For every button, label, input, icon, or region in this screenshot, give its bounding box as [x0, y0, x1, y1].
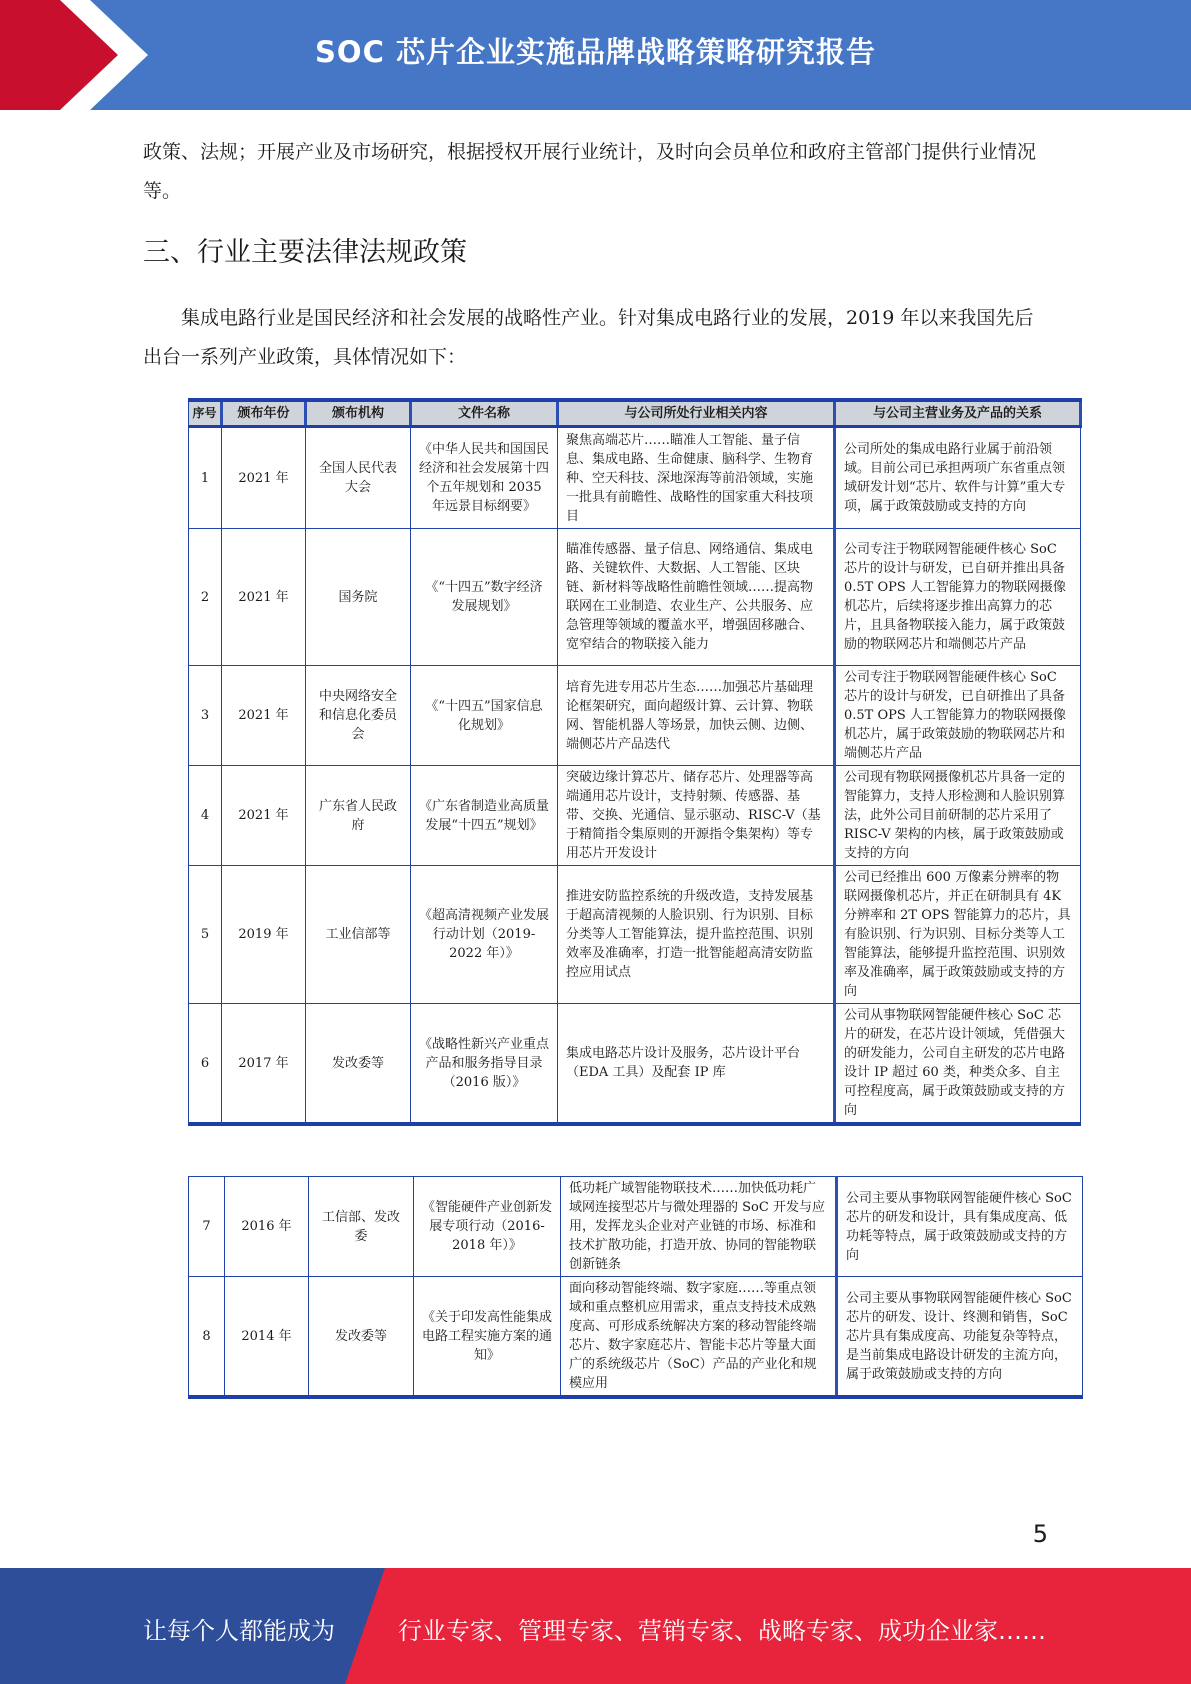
table-row	[189, 529, 1081, 666]
row-doc: 《超高清视频产业发展行动计划（2019-2022 年）》	[411, 866, 558, 1004]
row-relation: 公司专注于物联网智能硬件核心 SoC 芯片的设计与研发，已自研推出了具备 0.5T OPS 人工智能算力的物联网摄像机芯片，属于政策鼓励的物联网芯片和端侧芯片产品	[835, 666, 1081, 766]
body-paragraph: 集成电路行业是国民经济和社会发展的战略性产业。针对集成电路行业的发展，2019 年以来我国先后出台一系列产业政策，具体情况如下：	[143, 307, 1034, 368]
row-content: 低功耗广域智能物联技术……加快低功耗广域网连接型芯片与微处理器的 SoC 开发与应用，发挥龙头企业对产业链的市场、标准和技术扩散功能，打造开放、协同的智能物联创新链条	[561, 1177, 837, 1277]
row-year: 2021 年	[222, 666, 306, 766]
table-row	[189, 1004, 1081, 1125]
row-relation: 公司所处的集成电路行业属于前沿领域。目前公司已承担两项广东省重点领域研发计划“芯片、软件与计算”重大专项，属于政策鼓励或支持的方向	[835, 427, 1081, 529]
page-footer	[0, 1568, 1191, 1684]
row-year: 2014 年	[225, 1277, 309, 1398]
row-doc: 《中华人民共和国国民经济和社会发展第十四个五年规划和 2035 年远景目标纲要》	[411, 427, 558, 529]
intro-paragraph: 政策、法规；开展产业及市场研究，根据授权开展行业统计，及时向会员单位和政府主管部门提供行业情况等。	[143, 141, 1037, 202]
row-doc: 《“十四五”数字经济发展规划》	[411, 529, 558, 666]
page-header	[0, 0, 1191, 110]
col-header-agency: 颁布机构	[306, 400, 411, 427]
row-agency: 广东省人民政府	[306, 766, 411, 866]
table-header-row	[189, 400, 1081, 427]
row-relation: 公司现有物联网摄像机芯片具备一定的智能算力，支持人形检测和人脸识别算法，此外公司目前研制的芯片采用了 RISC-V 架构的内核，属于政策鼓励或支持的方向	[835, 766, 1081, 866]
row-no: 7	[189, 1177, 225, 1277]
table-row	[189, 766, 1081, 866]
policy-table	[188, 398, 1082, 1126]
table-row	[189, 1177, 1083, 1277]
row-agency: 工业信部等	[306, 866, 411, 1004]
row-no: 3	[189, 666, 222, 766]
row-content: 面向移动智能终端、数字家庭……等重点领域和重点整机应用需求，重点支持技术成熟度高、可形成系统解决方案的移动智能终端芯片、数字家庭芯片、智能卡芯片等量大面广的系统级芯片（SoC）产品的产业化和规模应用	[561, 1277, 837, 1398]
table-row	[189, 427, 1081, 529]
col-header-year: 颁布年份	[222, 400, 306, 427]
row-no: 1	[189, 427, 222, 529]
row-content: 集成电路芯片设计及服务，芯片设计平台（EDA 工具）及配套 IP 库	[558, 1004, 835, 1125]
row-no: 8	[189, 1277, 225, 1398]
row-relation: 公司主要从事物联网智能硬件核心 SoC 芯片的研发和设计，具有集成度高、低功耗等特点，属于政策鼓励或支持的方向	[837, 1177, 1083, 1277]
page-number: 5	[1032, 1520, 1048, 1548]
row-doc: 《广东省制造业高质量发展“十四五”规划》	[411, 766, 558, 866]
row-year: 2021 年	[222, 427, 306, 529]
row-doc: 《战略性新兴产业重点产品和服务指导目录（2016 版）》	[411, 1004, 558, 1125]
row-year: 2017 年	[222, 1004, 306, 1125]
row-content: 突破边缘计算芯片、储存芯片、处理器等高端通用芯片设计，支持射频、传感器、基带、交换、光通信、显示驱动、RISC-V（基于精简指令集原则的开源指令集架构）等专用芯片开发设计	[558, 766, 835, 866]
row-year: 2019 年	[222, 866, 306, 1004]
row-relation: 公司专注于物联网智能硬件核心 SoC 芯片的设计与研发，已自研并推出具备 0.5T OPS 人工智能算力的物联网摄像机芯片，后续将逐步推出高算力的芯片，且具备物联接入能力，属于政策鼓励的物联网芯片和端侧芯片产品	[835, 529, 1081, 666]
row-agency: 全国人民代表大会	[306, 427, 411, 529]
col-header-content: 与公司所处行业相关内容	[558, 400, 835, 427]
row-doc: 《“十四五”国家信息化规划》	[411, 666, 558, 766]
table-row	[189, 666, 1081, 766]
row-agency: 工信部、发改委	[309, 1177, 414, 1277]
row-agency: 发改委等	[306, 1004, 411, 1125]
row-year: 2016 年	[225, 1177, 309, 1277]
table-row	[189, 1277, 1083, 1398]
row-content: 推进安防监控系统的升级改造，支持发展基于超高清视频的人脸识别、行为识别、目标分类等人工智能算法，提升监控范围、识别效率及准确率，打造一批智能超高清安防监控应用试点	[558, 866, 835, 1004]
footer-slogan: 让每个人都能成为	[143, 1617, 335, 1645]
report-title: SOC 芯片企业实施品牌战略策略研究报告	[315, 35, 876, 69]
row-relation: 公司从事物联网智能硬件核心 SoC 芯片的研发，在芯片设计领域，凭借强大的研发能力，公司自主研发的芯片电路设计 IP 超过 60 类，种类众多、自主可控程度高，属于政策鼓励或支持的方向	[835, 1004, 1081, 1125]
row-agency: 国务院	[306, 529, 411, 666]
section-heading: 三、行业主要法律法规政策	[143, 237, 467, 268]
footer-roles: 行业专家、管理专家、营销专家、战略专家、成功企业家……	[398, 1617, 1046, 1645]
policy-table-continued	[188, 1176, 1083, 1399]
table-row	[189, 866, 1081, 1004]
row-doc: 《智能硬件产业创新发展专项行动（2016-2018 年）》	[414, 1177, 561, 1277]
row-agency: 中央网络安全和信息化委员会	[306, 666, 411, 766]
col-header-doc: 文件名称	[411, 400, 558, 427]
row-year: 2021 年	[222, 766, 306, 866]
col-header-no: 序号	[189, 400, 222, 427]
row-relation: 公司已经推出 600 万像素分辨率的物联网摄像机芯片，并正在研制具有 4K 分辨率和 2T OPS 智能算力的芯片，具有脸识别、行为识别、目标分类等人工智能算法，能够提升监控范围、识别效率及准确率，属于政策鼓励或支持的方向	[835, 866, 1081, 1004]
row-no: 6	[189, 1004, 222, 1125]
row-no: 5	[189, 866, 222, 1004]
row-agency: 发改委等	[309, 1277, 414, 1398]
row-content: 聚焦高端芯片……瞄准人工智能、量子信息、集成电路、生命健康、脑科学、生物育种、空天科技、深地深海等前沿领域，实施一批具有前瞻性、战略性的国家重大科技项目	[558, 427, 835, 529]
col-header-relation: 与公司主营业务及产品的关系	[835, 400, 1081, 427]
row-year: 2021 年	[222, 529, 306, 666]
row-relation: 公司主要从事物联网智能硬件核心 SoC 芯片的研发、设计、终测和销售，SoC 芯片具有集成度高、功能复杂等特点，是当前集成电路设计研发的主流方向，属于政策鼓励或支持的方向	[837, 1277, 1083, 1398]
row-no: 2	[189, 529, 222, 666]
row-doc: 《关于印发高性能集成电路工程实施方案的通知》	[414, 1277, 561, 1398]
row-no: 4	[189, 766, 222, 866]
row-content: 培育先进专用芯片生态……加强芯片基础理论框架研究，面向超级计算、云计算、物联网、智能机器人等场景，加快云侧、边侧、端侧芯片产品迭代	[558, 666, 835, 766]
row-content: 瞄准传感器、量子信息、网络通信、集成电路、关键软件、大数据、人工智能、区块链、新材料等战略性前瞻性领域……提高物联网在工业制造、农业生产、公共服务、应急管理等领域的覆盖水平，增强固移融合、宽窄结合的物联接入能力	[558, 529, 835, 666]
